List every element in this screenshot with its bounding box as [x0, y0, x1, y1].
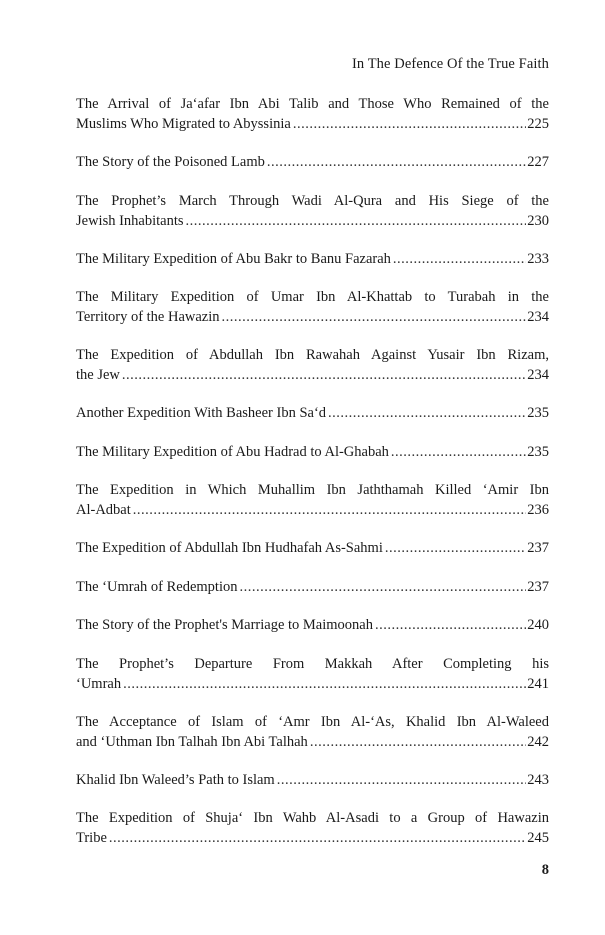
toc-entry — [76, 770, 549, 790]
toc-entry-row — [76, 114, 549, 134]
toc-entry-page: 234 — [527, 367, 549, 383]
toc-entry-row — [76, 307, 549, 327]
toc-entry — [76, 480, 549, 520]
toc-entry-page: 236 — [527, 502, 549, 518]
dot-leader — [267, 152, 526, 172]
dot-leader — [123, 674, 526, 694]
toc-entry — [76, 191, 549, 231]
dot-leader — [393, 249, 526, 269]
dot-leader — [186, 211, 527, 231]
dot-leader — [122, 365, 526, 385]
toc-entry-title-line: The Prophet’s Departure From Makkah After Completing his — [76, 655, 549, 672]
toc-entry — [76, 712, 549, 752]
toc-entry-title: The Military Expedition of Abu Hadrad to Al-Ghabah — [76, 443, 389, 460]
dot-leader — [222, 307, 527, 327]
toc-entry-title: Territory of the Hawazin — [76, 309, 220, 325]
toc-entry-page: 235 — [527, 405, 549, 421]
toc-entry — [76, 577, 549, 597]
toc-entry-title: The Expedition of Abdullah Ibn Hudhafah As-Sahmi — [76, 540, 383, 556]
toc-entry-title: Khalid Ibn Waleed’s Path to Islam — [76, 771, 275, 788]
toc-entry-title: and ‘Uthman Ibn Talhah Ibn Abi Talhah — [76, 733, 308, 750]
toc-entry-page: 233 — [527, 250, 549, 267]
toc-entry-title: Another Expedition With Basheer Ibn Sa‘d — [76, 405, 327, 421]
toc-entry-title: The Story of the Prophet's Marriage to Maimoonah — [76, 617, 373, 633]
dot-leader — [277, 770, 527, 790]
dot-leader — [310, 732, 526, 752]
toc-entry-row — [76, 577, 549, 597]
toc-entry — [76, 808, 549, 848]
toc-entry-title-line: The Expedition in Which Muhallim Ibn Jaththamah Killed ‘Amir Ibn — [76, 482, 549, 498]
running-header: In The Defence Of the True Faith — [351, 56, 549, 72]
toc-entry-title-line: The Prophet’s March Through Wadi Al-Qura and His Siege of the — [76, 192, 549, 209]
toc-entry-row — [76, 249, 549, 269]
toc-entry-row — [76, 674, 549, 694]
dot-leader — [385, 538, 526, 558]
toc-entry-title-line: The Expedition of Shuja‘ Ibn Wahb Al-Asadi to a Group of Hawazin — [76, 810, 549, 826]
toc-entry-title-line: The Acceptance of Islam of ‘Amr Ibn Al-‘As, Khalid Ibn Al-Waleed — [76, 713, 549, 730]
toc-entry-page: 245 — [527, 830, 549, 846]
toc-entry-title: ‘Umrah — [76, 675, 122, 692]
toc-entry-title: The ‘Umrah of Redemption — [76, 578, 238, 595]
toc-entry-title: The Story of the Poisoned Lamb — [76, 154, 265, 170]
dot-leader — [391, 442, 526, 462]
toc-entry-row — [76, 615, 549, 635]
toc-entry-row — [76, 732, 549, 752]
toc-entry-title: Muslims Who Migrated to Abyssinia — [76, 116, 291, 132]
toc-entry-title-line: The Military Expedition of Umar Ibn Al-Khattab to Turabah in the — [76, 289, 549, 305]
toc-entry-title-line: The Expedition of Abdullah Ibn Rawahah Against Yusair Ibn Rizam, — [76, 347, 549, 363]
dot-leader — [109, 828, 526, 848]
dot-leader — [375, 615, 526, 635]
toc-entry-page: 230 — [527, 212, 549, 229]
toc-entry-row — [76, 403, 549, 423]
toc-entry-row — [76, 442, 549, 462]
toc-entry-page: 240 — [527, 617, 549, 633]
toc-entry-title: Tribe — [76, 830, 107, 846]
toc-entry-title-line: The Arrival of Ja‘afar Ibn Abi Talib and Those Who Remained of the — [76, 96, 549, 112]
toc-entry — [76, 345, 549, 385]
toc-entry — [76, 442, 549, 462]
toc-entry-title: the Jew — [76, 367, 120, 383]
toc-entry — [76, 287, 549, 327]
table-of-contents — [76, 94, 549, 866]
toc-entry — [76, 615, 549, 635]
toc-entry-row — [76, 500, 549, 520]
toc-entry-page: 242 — [527, 733, 549, 750]
dot-leader — [293, 114, 526, 134]
toc-entry-page: 235 — [527, 443, 549, 460]
dot-leader — [328, 403, 526, 423]
toc-entry — [76, 94, 549, 134]
toc-entry-page: 237 — [527, 540, 549, 556]
toc-entry-title: The Military Expedition of Abu Bakr to Banu Fazarah — [76, 250, 391, 267]
toc-entry — [76, 538, 549, 558]
toc-entry-page: 243 — [527, 771, 549, 788]
toc-entry-page: 227 — [527, 154, 549, 170]
toc-entry — [76, 249, 549, 269]
page-number: 8 — [541, 862, 549, 878]
toc-entry-title: Jewish Inhabitants — [76, 212, 184, 229]
toc-entry-row — [76, 152, 549, 172]
dot-leader — [133, 500, 526, 520]
toc-entry-page: 225 — [527, 116, 549, 132]
toc-entry-page: 237 — [527, 578, 549, 595]
toc-entry-row — [76, 538, 549, 558]
toc-entry-page: 234 — [527, 309, 549, 325]
toc-entry-page: 241 — [527, 675, 549, 692]
toc-entry-row — [76, 828, 549, 848]
toc-entry-row — [76, 365, 549, 385]
toc-entry — [76, 654, 549, 694]
toc-entry — [76, 152, 549, 172]
dot-leader — [239, 577, 526, 597]
toc-entry-row — [76, 211, 549, 231]
toc-entry — [76, 403, 549, 423]
toc-entry-row — [76, 770, 549, 790]
toc-entry-title: Al-Adbat — [76, 502, 131, 518]
